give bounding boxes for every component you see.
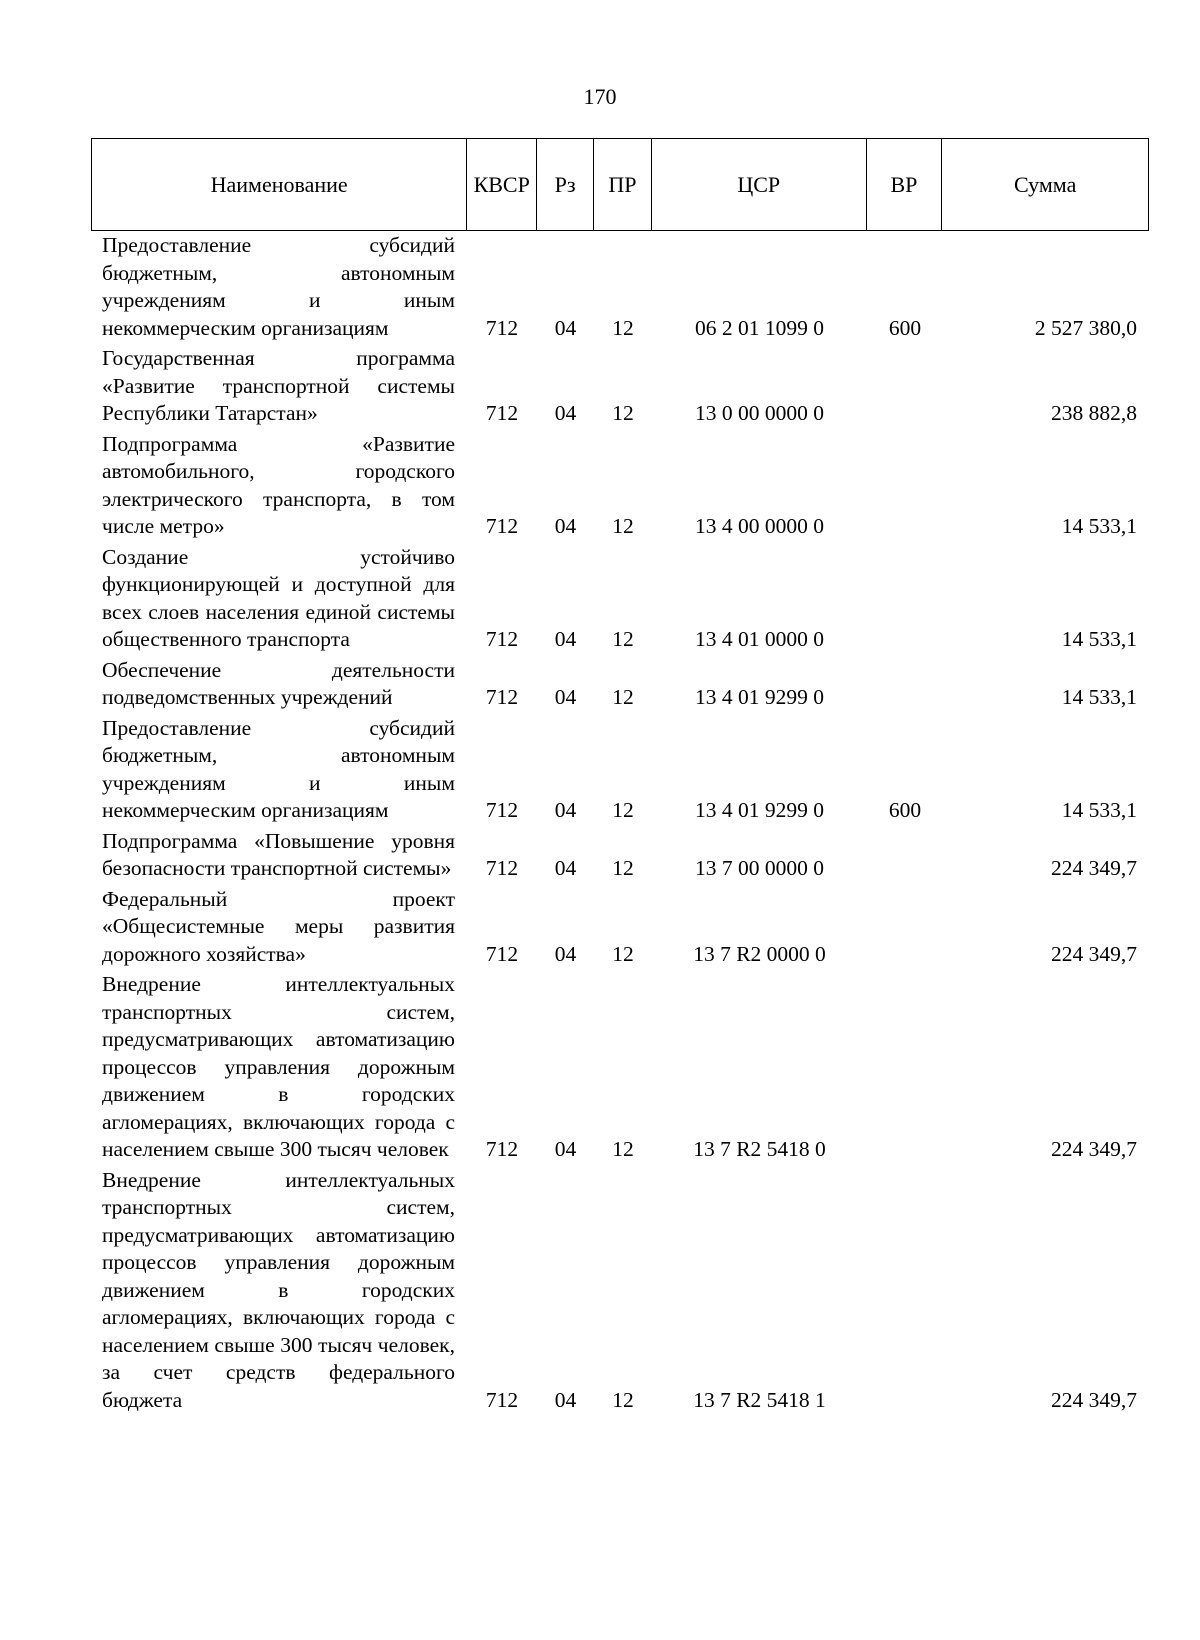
- row-name: Предоставление субсидий бюджетным, автономным учреждениям и иным некоммерческим организациям: [102, 715, 455, 822]
- header-vr: ВР: [867, 139, 943, 230]
- row-sum: 224 349,7: [1051, 856, 1137, 880]
- row-sum: 2 527 380,0: [1034, 315, 1137, 340]
- header-sum: Сумма: [1014, 171, 1077, 197]
- row-pr: 12: [612, 315, 634, 340]
- table-row: [91, 1167, 1149, 1415]
- row-pr: 12: [612, 1137, 634, 1161]
- row-sum: 14 533,1: [1061, 627, 1137, 651]
- table-body: [91, 232, 1149, 1414]
- table-row: [91, 971, 1149, 1164]
- header-kvsr: КВСР: [467, 139, 537, 230]
- row-csr: 13 7 R2 5418 1: [693, 1387, 826, 1412]
- row-name: Создание устойчиво функционирующей и доступной для всех слоев населения единой системы общественного транспорта: [102, 544, 455, 651]
- row-name: Подпрограмма «Развитие автомобильного, городского электрического транспорта, в том числе метро»: [102, 431, 455, 538]
- row-rz: 04: [554, 1137, 577, 1161]
- row-pr: 12: [612, 941, 634, 966]
- row-sum: 238 882,8: [1051, 401, 1137, 425]
- row-name: Предоставление субсидий бюджетным, автономным учреждениям и иным некоммерческим организациям: [102, 233, 455, 340]
- row-pr: 12: [612, 798, 634, 822]
- row-csr: 06 2 01 1099 0: [695, 315, 824, 340]
- row-kvsr: 712: [485, 401, 519, 425]
- row-kvsr: 712: [485, 798, 519, 822]
- row-name: Государственная программа «Развитие транспортной системы Республики Татарстан»: [102, 346, 455, 425]
- row-sum: 14 533,1: [1061, 514, 1137, 538]
- page-number: 170: [583, 84, 617, 109]
- row-rz: 04: [554, 798, 577, 822]
- row-kvsr: 712: [485, 941, 519, 966]
- row-rz: 04: [554, 514, 577, 538]
- table-row: [91, 886, 1149, 969]
- header-name: Наименование: [92, 139, 467, 230]
- row-name: Внедрение интеллектуальных транспортных систем, предусматривающих автоматизацию процессов управления дорожным движением в городских агломерациях, включающих города с населением свыше 300 тысяч человек: [102, 972, 455, 1161]
- row-rz: 04: [554, 941, 577, 966]
- row-kvsr: 712: [485, 315, 519, 340]
- row-kvsr: 712: [485, 514, 519, 538]
- table-row: [91, 657, 1149, 712]
- row-sum: 224 349,7: [1051, 941, 1137, 966]
- row-rz: 04: [554, 1387, 577, 1412]
- row-csr: 13 4 01 0000 0: [695, 627, 824, 651]
- row-sum: 224 349,7: [1051, 1387, 1137, 1412]
- row-sum: 224 349,7: [1051, 1137, 1137, 1161]
- header-pr: ПР: [594, 139, 652, 230]
- row-pr: 12: [612, 685, 634, 709]
- row-name: Подпрограмма «Повышение уровня безопасности транспортной системы»: [102, 828, 455, 880]
- row-rz: 04: [554, 685, 577, 709]
- row-kvsr: 712: [485, 1137, 519, 1161]
- row-name: Обеспечение деятельности подведомственных учреждений: [102, 657, 455, 709]
- row-name: Внедрение интеллектуальных транспортных систем, предусматривающих автоматизацию процессов управления дорожным движением в городских агломерациях, включающих города с населением свыше 300 тысяч человек, за счет средств федерального бюджета: [102, 1167, 455, 1412]
- row-pr: 12: [612, 1387, 634, 1412]
- row-pr: 12: [612, 514, 634, 538]
- row-kvsr: 712: [485, 685, 519, 709]
- row-kvsr: 712: [485, 856, 519, 880]
- table-header: [91, 138, 1149, 231]
- row-csr: 13 4 01 9299 0: [695, 685, 824, 709]
- row-vr: 600: [888, 798, 922, 822]
- row-kvsr: 712: [485, 1387, 519, 1412]
- row-kvsr: 712: [485, 627, 519, 651]
- header-csr: ЦСР: [652, 139, 867, 230]
- row-vr: 600: [888, 315, 922, 340]
- row-csr: 13 7 R2 0000 0: [693, 941, 826, 966]
- row-csr: 13 7 R2 5418 0: [693, 1137, 826, 1161]
- table-row: [91, 431, 1149, 541]
- row-rz: 04: [554, 856, 577, 880]
- table-row: [91, 544, 1149, 654]
- row-pr: 12: [612, 401, 634, 425]
- row-pr: 12: [612, 627, 634, 651]
- table-row: [91, 828, 1149, 883]
- header-rz: Рз: [537, 139, 594, 230]
- row-csr: 13 7 00 0000 0: [695, 856, 824, 880]
- row-sum: 14 533,1: [1061, 685, 1137, 709]
- row-rz: 04: [554, 401, 577, 425]
- row-csr: 13 4 01 9299 0: [695, 798, 824, 822]
- row-rz: 04: [554, 315, 577, 340]
- table-row: [91, 715, 1149, 825]
- table-row: [91, 345, 1149, 428]
- row-sum: 14 533,1: [1061, 798, 1137, 822]
- row-pr: 12: [612, 856, 634, 880]
- row-name: Федеральный проект «Общесистемные меры развития дорожного хозяйства»: [102, 886, 455, 966]
- row-csr: 13 0 00 0000 0: [695, 401, 824, 425]
- row-rz: 04: [554, 627, 577, 651]
- row-csr: 13 4 00 0000 0: [695, 514, 824, 538]
- table-row: [91, 232, 1149, 342]
